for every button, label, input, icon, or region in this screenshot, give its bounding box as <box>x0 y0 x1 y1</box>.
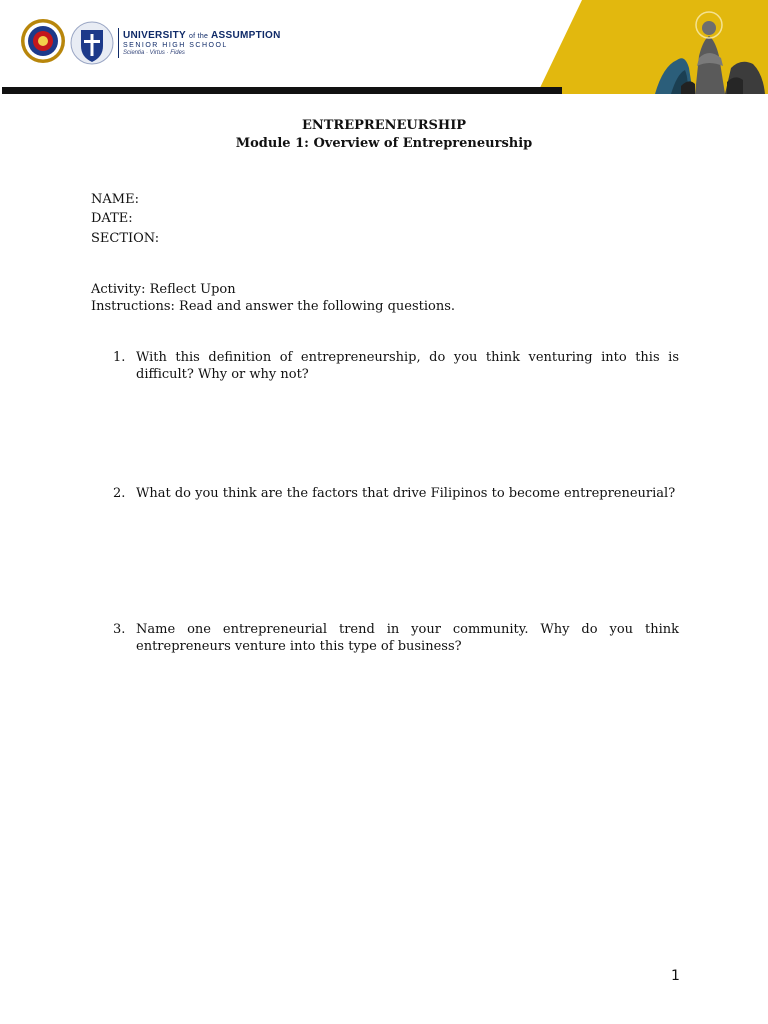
question-text: What do you think are the factors that drive Filipinos to become entrepreneurial? <box>136 486 676 501</box>
question-text: With this definition of entrepreneurship, do you think venturing into this is difficult? Why or why not? <box>136 350 679 382</box>
page-header <box>0 0 768 96</box>
page-number: 1 <box>671 968 680 984</box>
university-seal-icon <box>20 18 66 64</box>
statue-image-icon <box>655 4 765 94</box>
section-field-label: SECTION: <box>91 231 160 246</box>
school-division: SENIOR HIGH SCHOOL <box>123 42 228 49</box>
question-item <box>113 485 679 502</box>
name-field-label: NAME: <box>91 192 139 207</box>
logo-divider <box>118 28 119 58</box>
university-name-connector: of the <box>188 33 209 40</box>
subject-title: ENTREPRENEURSHIP <box>301 118 467 133</box>
question-number: 2. <box>113 486 126 501</box>
activity-title: Activity: Reflect Upon <box>91 282 236 297</box>
header-rule <box>2 87 562 94</box>
school-motto: Scientia · Virtus · Fides <box>123 50 185 56</box>
question-text: Name one entrepreneurial trend in your community. Why do you think entrepreneurs venture into this type of business? <box>136 622 679 654</box>
module-title: Module 1: Overview of Entrepreneurship <box>235 136 533 151</box>
question-item <box>113 349 679 383</box>
university-name-main: UNIVERSITY <box>123 30 186 41</box>
question-number: 3. <box>113 622 126 637</box>
university-name-end: ASSUMPTION <box>210 30 281 41</box>
school-crest-icon <box>70 20 114 66</box>
date-field-label: DATE: <box>91 211 133 226</box>
instructions-text: Instructions: Read and answer the following questions. <box>91 299 456 314</box>
question-number: 1. <box>113 350 126 365</box>
question-item <box>113 621 679 655</box>
university-name <box>123 30 281 41</box>
university-logo-text <box>123 30 281 56</box>
